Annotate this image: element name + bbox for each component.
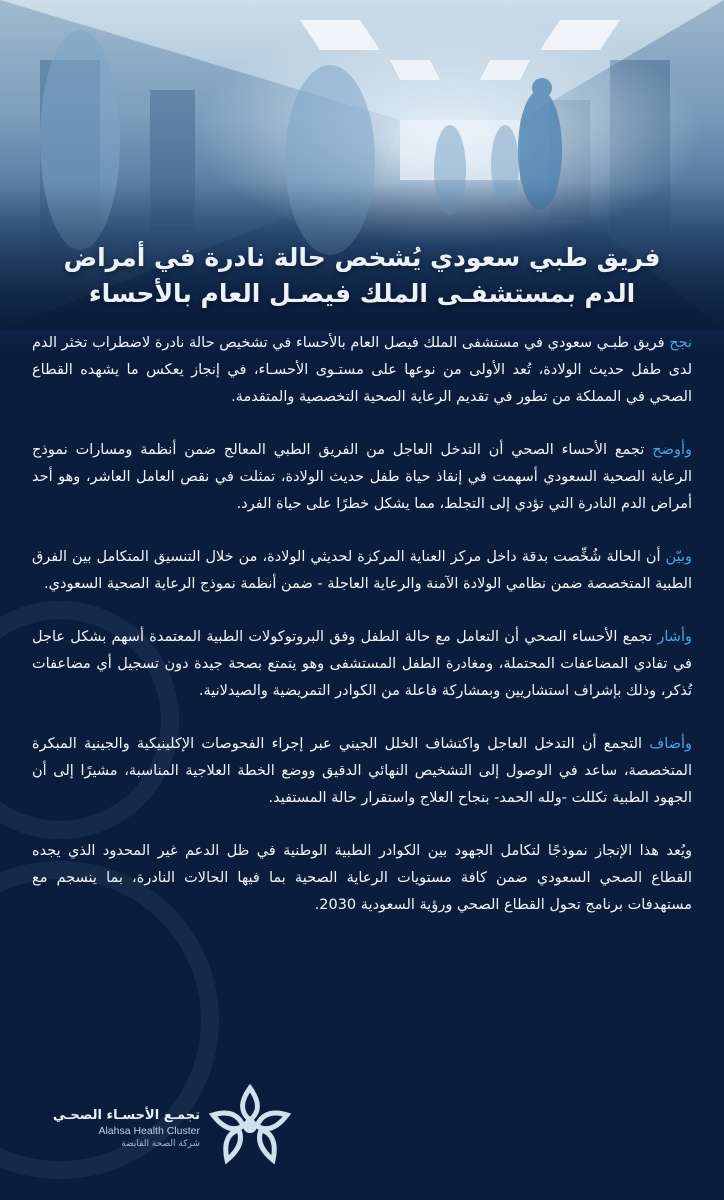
paragraph-text: أن الحالة شُخِّصت بدقة داخل مركز العناية المركزة لحديثي الولادة، من خلال التنسيق المتكامل بين الفرق الطبية المتخصصة ضمن نظامي الولادة الآمنة والرعاية العاجلة - ضمن أنظمة نموذج الرعاية الصحية السعودي. — [32, 549, 692, 592]
logo-arabic-name: تجمـع الأحسـاء الصحـي — [52, 1108, 200, 1123]
article-body — [32, 330, 692, 1070]
logo-subtitle: شركة الصحة القابضة — [121, 1139, 200, 1149]
paragraph-5 — [32, 731, 692, 812]
paragraph-1 — [32, 330, 692, 411]
paragraph-lead-word: وبيّن — [665, 549, 692, 565]
paragraph-text: تجمع الأحساء الصحي أن التعامل مع حالة الطفل وفق البروتوكولات الطبية المعتمدة أسهم بشكل عاجل في تفادي المضاعفات المحتملة، ومغادرة الطفل المستشفى وهو يتمتع بصحة جيدة دون تسجيل أي مضاعفات تُذكر، وذلك بإشراف استشاريين وبمشاركة فاعلة من الكوادر التمريضية والصيدلانية. — [32, 629, 692, 699]
paragraph-lead-word: وأوضح — [652, 442, 692, 458]
headline-line-1: فريق طبي سعودي يُشخص حالة نادرة في أمراض — [63, 243, 661, 272]
paragraph-text: فريق طبـي سعودي في مستشفى الملك فيصل العام بالأحساء في تشخيص حالة نادرة لاضطراب تخثر الدم لدى طفل حديث الولادة، تُعد الأولى من نوعها على مستـوى الأحسـاء، في إنجاز يعكس ما يشهده القطاع الصحي في المملكة من تطور في تقديم الرعاية الصحية التخصصية والمتقدمة. — [32, 335, 692, 405]
paragraph-lead-word: نجح — [669, 335, 692, 351]
paragraph-lead-word: وأضاف — [649, 736, 692, 752]
logo-text — [40, 1108, 200, 1151]
paragraph-3 — [32, 544, 692, 598]
logo-english-name: Alahsa Health Cluster — [98, 1125, 200, 1137]
star-logo-icon — [205, 1080, 295, 1170]
paragraph-4 — [32, 624, 692, 705]
paragraph-2 — [32, 437, 692, 518]
paragraph-text: تجمع الأحساء الصحي أن التدخل العاجل من الفريق الطبي المعالج ضمن أنظمة ومسارات نموذج الرعاية الصحية السعودي أسهمت في إنقاذ حياة طفل حديث الولادة، تمثلت في نقص العامل العاشر، وهو أحد أمراض الدم النادرة التي تؤدي إلى التجلط، مما يشكل خطرًا على حياة الفرد. — [32, 442, 692, 512]
paragraph-lead-word: وأشار — [657, 629, 692, 645]
headline-line-2: الدم بمستشفـى الملك فيصـل العام بالأحساء — [88, 279, 636, 308]
paragraph-text: ويُعد هذا الإنجاز نموذجًا لتكامل الجهود بين الكوادر الطبية الوطنية في ظل الدعم غير المحدود الذي يجده القطاع الصحي السعودي ضمن كافة مستويات الرعاية الصحية بما فيها الحالات النادرة، بما ينسجم مع مستهدفات برنامج تحول القطاع الصحي ورؤية السعودية 2030. — [32, 843, 692, 913]
paragraph-6 — [32, 838, 692, 919]
paragraph-text: التجمع أن التدخل العاجل واكتشاف الخلل الجيني عبر إجراء الفحوصات الإكلينيكية والجينية المبكرة المتخصصة، ساعد في الوصول إلى التشخيص النهائي الدقيق ووضع الخطة العلاجية المناسبة، مشيرًا إلى أن الجهود الطبية تكللت -ولله الحمد- بنجاح العلاج واستقرار حالة المستفيد. — [32, 736, 692, 806]
alahsa-health-cluster-logo — [40, 1080, 300, 1180]
headline — [30, 240, 694, 312]
